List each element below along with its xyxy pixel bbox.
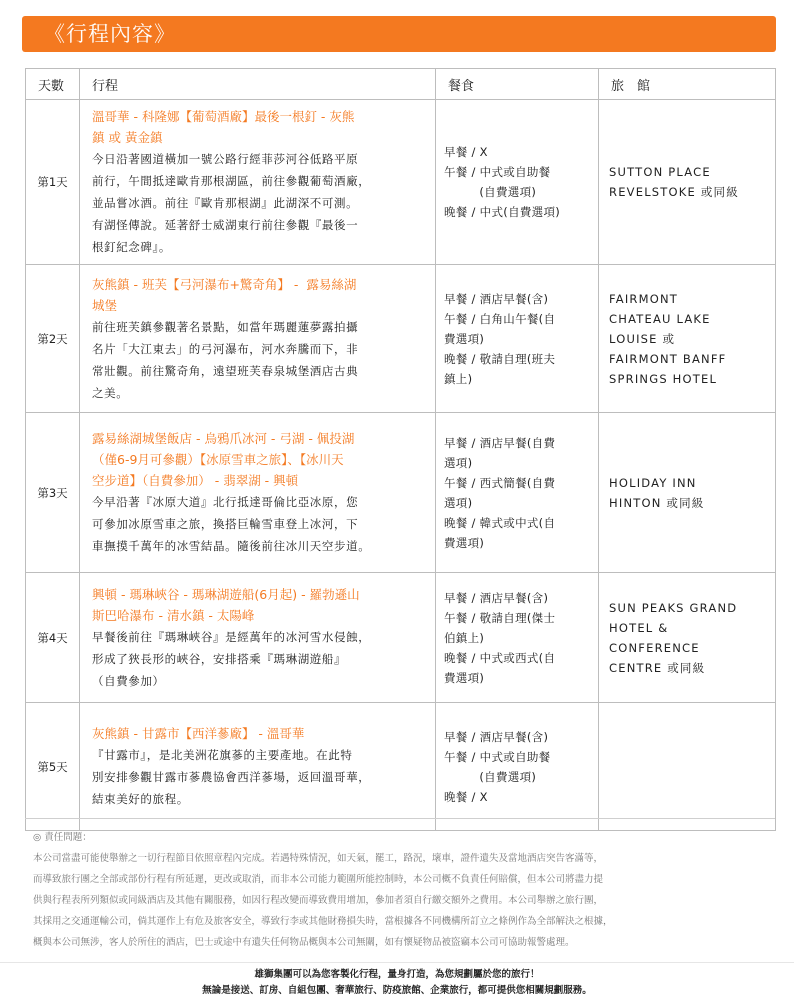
hotel-cell: FAIRMONT CHATEAU LAKE LOUISE 或 FAIRMONT BANFF SPRINGS HOTEL [599,265,776,413]
notice-line: 供與行程表所列類似或同級酒店及其他有關服務，如因行程改變而導致費用增加，參加者須自行繳交額外之費用。本公司舉辦之旅行團， [33,895,604,906]
day-cell: 第5天 [26,703,80,831]
footer-line-2: 無論是接送、訂房、自組包團、奢華旅行、防疫旅館、企業旅行，都可提供您相關規劃服務。 [202,985,592,996]
hotel-cell: HOLIDAY INN HINTON 或同級 [599,413,776,573]
notice-title: ◎ 責任問題： [33,832,92,843]
footer-line-1: 雄獅集團可以為您客製化行程，量身打造，為您規劃屬於您的旅行！ [254,969,540,980]
itinerary-cell [80,703,436,831]
column-header-meals: 餐食 [436,69,599,100]
itinerary-cell [80,100,436,265]
route-description: 早餐後前往『瑪琳峽谷』是經萬年的冰河雪水侵蝕， 形成了狹長形的峽谷，安排搭乘『瑪琳湖遊船』 （自費參加） [92,629,371,688]
column-header-day: 天數 [26,69,80,100]
notice-line: 而導致旅行團之全部或部份行程有所延遲，更改或取消，而非本公司能力範圍所能控制時，本公司概不負責任何賠償，但本公司將盡力提 [33,874,604,885]
route-title: 露易絲湖城堡飯店 - 烏鴉爪冰河 - 弓湖 - 佩投湖 （僅6-9月可參觀）【冰原雪車之旅】、【冰川天 空步道】（自費參加） - 翡翠湖 - 興頓 [92,431,355,488]
itinerary-cell [80,573,436,703]
table-row [26,573,776,703]
meals-cell: 早餐 / 酒店早餐(自費 選項) 午餐 / 西式簡餐(自費 選項) 晚餐 / 韓式或中式(自 費選項) [436,413,599,573]
day-cell: 第2天 [26,265,80,413]
table-row [26,413,776,573]
column-header-itinerary: 行程 [80,69,436,100]
column-header-hotel: 旅 館 [599,69,776,100]
meals-cell: 早餐 / X 午餐 / 中式或自助餐 (自費選項) 晚餐 / 中式(自費選項) [436,100,599,265]
hotel-cell [599,703,776,831]
hotel-cell: SUTTON PLACE REVELSTOKE 或同級 [599,100,776,265]
table-header-row [26,69,776,100]
hotel-cell: SUN PEAKS GRAND HOTEL & CONFERENCE CENTRE 或同級 [599,573,776,703]
route-title: 灰熊鎮 - 班芙【弓河瀑布+驚奇角】 - 露易絲湖 城堡 [92,276,357,313]
table-row [26,100,776,265]
table-row [26,703,776,831]
liability-notice [25,818,775,958]
route-title: 灰熊鎮 - 甘露市【西洋蔘廠】 - 溫哥華 [92,726,305,741]
day-cell: 第1天 [26,100,80,265]
route-title: 溫哥華 - 科隆娜【葡萄酒廠】最後一根釘 - 灰熊 鎮 或 黃金鎮 [92,109,355,145]
meals-cell: 早餐 / 酒店早餐(含) 午餐 / 白角山午餐(自 費選項) 晚餐 / 敬請自理(班夫 鎮上) [436,265,599,413]
footer-promo [0,962,794,1003]
route-description: 今早沿著『冰原大道』北行抵達哥倫比亞冰原，您 可參加冰原雪車之旅，換搭巨輪雪車登上冰河，下 車撫摸千萬年的冰雪結晶。隨後前往冰川天空步道。 [92,495,371,553]
notice-line: 其採用之交通運輸公司，倘其運作上有危及旅客安全，導致行李或其他財務損失時，當根據各不同機構所訂立之條例作為全部解決之根據， [33,916,613,927]
route-description: 前往班芙鎮參觀著名景點，如當年瑪麗蓮夢露拍攝 名片「大江東去」的弓河瀑布，河水奔騰而下，非 常壯觀。前往驚奇角，遠望班芙春泉城堡酒店古典 之美。 [92,319,359,400]
meals-cell: 早餐 / 酒店早餐(含) 午餐 / 敬請自理(傑士 伯鎮上) 晚餐 / 中式或西式(自 費選項) [436,573,599,703]
notice-line: 概與本公司無涉，客人於所住的酒店，巴士或途中有遺失任何物品概與本公司無關，如有懷疑物品被盜竊本公司可協助報警處理。 [33,937,575,948]
itinerary-table [25,68,776,831]
route-title: 興頓 - 瑪琳峽谷 - 瑪琳湖遊船(6月起) - 羅勃遜山 斯巴哈瀑布 - 清水鎮 - 太陽峰 [92,586,360,623]
itinerary-cell [80,413,436,573]
meals-cell: 早餐 / 酒店早餐(含) 午餐 / 中式或自助餐 (自費選項) 晚餐 / X [436,703,599,831]
route-description: 『甘露市』，是北美洲花旗蔘的主要產地。在此特 別安排參觀甘露市蔘農協會西洋蔘場，返回溫哥華， 結束美好的旅程。 [92,748,371,806]
section-title-banner [22,16,776,52]
route-description: 今日沿著國道橫加一號公路行經菲莎河谷低路平原 前行，午間抵達歐肯那根湖區，前往參觀葡萄酒廠， 並品嘗冰酒。前往『歐肯那根湖』此湖深不可測。 有湖怪傳說。延著舒士威湖東行前往參觀『最後一 根釘紀念碑』。 [92,152,371,254]
section-title: 《行程內容》 [44,22,176,46]
day-cell: 第3天 [26,413,80,573]
table-row [26,265,776,413]
day-cell: 第4天 [26,573,80,703]
itinerary-cell [80,265,436,413]
notice-line: 本公司當盡可能使舉辦之一切行程節目依照章程內完成。若遇特殊情況，如天氣，罷工，路況，壞車，證件遺失及當地酒店突告客滿等， [33,853,604,864]
